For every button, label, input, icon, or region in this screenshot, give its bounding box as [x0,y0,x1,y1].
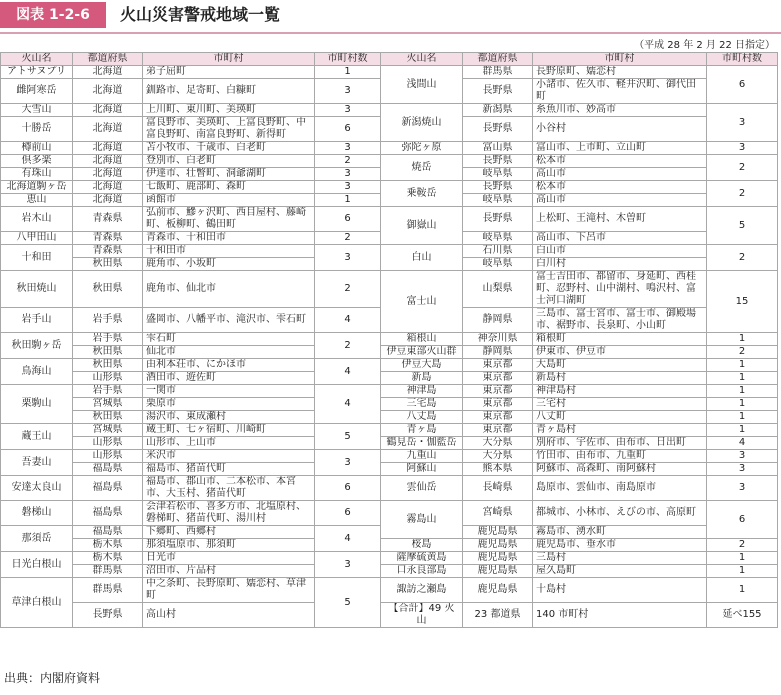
table-cell: 鹿児島県 [463,578,533,603]
table-cell: 新島村 [533,372,707,385]
table-row [1,372,778,385]
volcano-warning-table [0,52,778,628]
table-cell: 4 [707,437,778,450]
table-cell: 富士山 [381,271,463,333]
table-cell: 那須塩原市、那須町 [143,539,315,552]
table-cell: 下郷町、西郷村 [143,526,315,539]
table-row [1,207,778,232]
table-cell: 三島村 [533,552,707,565]
table-cell: 東京都 [463,385,533,398]
table-cell: 6 [315,476,381,501]
table-cell: 沼田市、片品村 [143,565,315,578]
table-cell: 草津白根山 [1,578,73,628]
table-cell: 小谷村 [533,117,707,142]
table-cell: 鹿児島県 [463,565,533,578]
table-cell: 3 [315,168,381,181]
source-note: 出典：内閣府資料 [4,671,101,685]
table-cell: 十和田市 [143,245,315,258]
table-cell: 福島県 [73,476,143,501]
table-cell: 小諸市、佐久市、軽井沢町、御代田町 [533,79,707,104]
table-cell: 蔵王町、七ヶ宿町、川崎町 [143,424,315,437]
table-row [1,450,778,463]
table-row [1,565,778,578]
table-cell: 十和田 [1,245,73,271]
table-cell: 鹿角市、小坂町 [143,258,315,271]
table-cell: 3 [707,476,778,501]
table-cell: 薩摩硫黄島 [381,552,463,565]
table-cell: 鹿角市、仙北市 [143,271,315,308]
table-cell: 恵山 [1,194,73,207]
table-cell: 3 [315,181,381,194]
column-header: 市町村 [143,53,315,66]
table-cell: 伊豆東部火山群 [381,346,463,359]
table-cell: 1 [707,398,778,411]
table-cell: 大雪山 [1,104,73,117]
table-cell: 伊達市、壮瞥町、洞爺湖町 [143,168,315,181]
table-cell: 白川村 [533,258,707,271]
table-cell: 1 [707,424,778,437]
table-cell: 焼岳 [381,155,463,181]
table-cell: 白山市 [533,245,707,258]
table-cell: 桜島 [381,539,463,552]
table-cell: 1 [315,66,381,79]
table-cell: 5 [315,424,381,450]
table-cell: 岩手県 [73,333,143,346]
table-cell: 【合計】49 火山 [381,603,463,628]
table-cell: 延べ155 [707,603,778,628]
table-cell: 山形県 [73,372,143,385]
table-cell: 岩手県 [73,385,143,398]
table-cell: 鳥海山 [1,359,73,385]
table-cell: 大分県 [463,437,533,450]
table-cell: 高山市、下呂市 [533,232,707,245]
table-cell: 八丈町 [533,411,707,424]
table-cell: 北海道駒ヶ岳 [1,181,73,194]
table-cell: 1 [707,565,778,578]
table-cell: 福島県 [73,463,143,476]
table-cell: 15 [707,271,778,333]
table-cell: 青森県 [73,232,143,245]
table-cell: 青森県 [73,207,143,232]
table-cell: 雫石町 [143,333,315,346]
table-cell: 2 [315,271,381,308]
table-cell: 倶多楽 [1,155,73,168]
table-cell: 秋田県 [73,411,143,424]
table-row [1,603,778,628]
table-cell: 4 [315,385,381,424]
table-cell: 140 市町村 [533,603,707,628]
table-row [1,578,778,603]
table-cell: 3 [707,463,778,476]
table-row [1,181,778,194]
table-cell: 山形県 [73,450,143,463]
table-cell: 青森県 [73,245,143,258]
table-row [1,411,778,424]
table-cell: 長野県 [463,181,533,194]
table-cell: 栃木県 [73,552,143,565]
table-cell: 東京都 [463,359,533,372]
table-cell: 長野県 [463,207,533,232]
table-row [1,463,778,476]
table-cell: 島原市、雲仙市、南島原市 [533,476,707,501]
table-cell: 有珠山 [1,168,73,181]
table-cell: 盛岡市、八幡平市、滝沢市、雫石町 [143,308,315,333]
table-cell: 神津島 [381,385,463,398]
table-cell: 秋田駒ヶ岳 [1,333,73,359]
table-cell: 諏訪之瀬島 [381,578,463,603]
table-cell: 七飯町、鹿部町、森町 [143,181,315,194]
table-cell: 山形市、上山市 [143,437,315,450]
table-cell: 秋田県 [73,346,143,359]
column-header: 市町村数 [707,53,778,66]
table-cell: 岐阜県 [463,232,533,245]
table-cell: 八甲田山 [1,232,73,245]
table-cell: 2 [315,333,381,359]
table-cell: 蔵王山 [1,424,73,450]
table-cell: 箱根町 [533,333,707,346]
table-cell: 湯沢市、東成瀬村 [143,411,315,424]
column-header: 都道府県 [73,53,143,66]
table-cell: 長野県 [463,117,533,142]
table-cell: 口永良部島 [381,565,463,578]
table-cell: 5 [315,578,381,628]
table-cell: 雲仙岳 [381,476,463,501]
table-cell: 仙北市 [143,346,315,359]
table-row [1,104,778,117]
table-row [1,437,778,450]
table-cell: 長野県 [73,603,143,628]
table-cell: 吾妻山 [1,450,73,476]
table-cell: 九重山 [381,450,463,463]
table-cell: 秋田県 [73,258,143,271]
table-row [1,333,778,346]
table-header-row [1,53,778,66]
table-cell: 三宅島 [381,398,463,411]
table-cell: 3 [315,245,381,271]
table-row [1,398,778,411]
table-row [1,359,778,372]
table-cell: 乗鞍岳 [381,181,463,207]
table-cell: 樽前山 [1,142,73,155]
table-row [1,501,778,526]
table-row [1,424,778,437]
table-cell: 北海道 [73,155,143,168]
table-cell: 日光白根山 [1,552,73,578]
table-cell: 1 [707,552,778,565]
table-cell: 北海道 [73,181,143,194]
table-cell: 2 [315,155,381,168]
table-cell: アトサヌプリ [1,66,73,79]
table-cell: 福島県 [73,526,143,539]
table-cell: 神奈川県 [463,333,533,346]
table-cell: 松本市 [533,181,707,194]
table-cell: 3 [707,450,778,463]
table-cell: 安達太良山 [1,476,73,501]
table-row [1,66,778,79]
table-cell: 中之条町、長野原町、嬬恋村、草津町 [143,578,315,603]
table-cell: 3 [315,552,381,578]
table-cell: 北海道 [73,66,143,79]
table-cell: 北海道 [73,117,143,142]
table-cell: 1 [707,359,778,372]
table-cell: 富良野市、美瑛町、上富良野町、中富良野町、南富良野町、新得町 [143,117,315,142]
table-cell: 弥陀ヶ原 [381,142,463,155]
table-cell: 登別市、白老町 [143,155,315,168]
table-cell: 宮城県 [73,398,143,411]
table-cell: 十勝岳 [1,117,73,142]
table-cell: 神津島村 [533,385,707,398]
table-cell: 6 [315,117,381,142]
table-cell: 静岡県 [463,308,533,333]
title-bar [0,0,781,34]
table-cell: 北海道 [73,194,143,207]
table-cell: 松本市 [533,155,707,168]
table-cell: 北海道 [73,168,143,181]
table-cell: 6 [315,207,381,232]
table-cell: 2 [707,245,778,271]
table-cell: 群馬県 [463,66,533,79]
table-cell: 由利本荘市、にかほ市 [143,359,315,372]
table-cell: 伊豆大島 [381,359,463,372]
table-cell: 伊東市、伊豆市 [533,346,707,359]
table-cell: 箱根山 [381,333,463,346]
table-cell: 白山 [381,245,463,271]
table-cell: 1 [707,385,778,398]
table-cell: 鶴見岳・伽藍岳 [381,437,463,450]
table-cell: 長野原町、嬬恋村 [533,66,707,79]
table-cell: 岩木山 [1,207,73,232]
table-cell: 山梨県 [463,271,533,308]
table-cell: 新島 [381,372,463,385]
table-body [1,66,778,628]
table-row [1,346,778,359]
table-cell: 新潟県 [463,104,533,117]
table-cell: 宮崎県 [463,501,533,526]
table-cell: 阿蘇山 [381,463,463,476]
table-cell: 御嶽山 [381,207,463,245]
table-cell: 東京都 [463,398,533,411]
table-cell: 2 [315,232,381,245]
table-cell: 4 [315,526,381,552]
table-cell: 雌阿寒岳 [1,79,73,104]
table-cell: 青ヶ島村 [533,424,707,437]
table-cell: 岩手山 [1,308,73,333]
table-cell: 会津若松市、喜多方市、北塩原村、磐梯町、猪苗代町、湯川村 [143,501,315,526]
table-cell: 2 [707,346,778,359]
table-cell: 鹿児島県 [463,526,533,539]
table-cell: 1 [315,194,381,207]
table-cell: 秋田焼山 [1,271,73,308]
column-header: 市町村数 [315,53,381,66]
table-cell: 岐阜県 [463,168,533,181]
table-cell: 6 [707,66,778,104]
table-cell: 青森市、十和田市 [143,232,315,245]
table-cell: 日光市 [143,552,315,565]
table-cell: 鹿児島県 [463,552,533,565]
table-cell: 鹿児島県 [463,539,533,552]
table-cell: 1 [707,372,778,385]
table-cell: 大島町 [533,359,707,372]
table-cell: 富山市、上市町、立山町 [533,142,707,155]
column-header: 市町村 [533,53,707,66]
table-cell: 福島市、猪苗代町 [143,463,315,476]
table-cell: 高山市 [533,168,707,181]
table-cell: 大分県 [463,450,533,463]
table-cell: 熊本県 [463,463,533,476]
column-header: 都道府県 [463,53,533,66]
table-cell: 霧島山 [381,501,463,539]
table-row [1,552,778,565]
table-cell: 長野県 [463,79,533,104]
table-cell: 岩手県 [73,308,143,333]
table-row [1,142,778,155]
table-cell: 釧路市、足寄町、白糠町 [143,79,315,104]
table-cell: 1 [707,578,778,603]
table-cell: 2 [707,155,778,181]
table-cell: 5 [707,207,778,245]
table-cell: 富山県 [463,142,533,155]
table-cell: 高山村 [143,603,315,628]
table-cell: 屋久島町 [533,565,707,578]
figure-number-badge: 図表 1-2-6 [0,2,106,28]
table-cell: 秋田県 [73,359,143,372]
table-cell: 栃木県 [73,539,143,552]
table-cell: 米沢市 [143,450,315,463]
table-cell: 富士吉田市、都留市、身延町、西桂町、忍野村、山中湖村、鳴沢村、富士河口湖町 [533,271,707,308]
table-cell: 岐阜県 [463,194,533,207]
table-cell: 三宅村 [533,398,707,411]
table-cell: 北海道 [73,142,143,155]
table-cell: 磐梯山 [1,501,73,526]
table-cell: 糸魚川市、妙高市 [533,104,707,117]
table-cell: 北海道 [73,104,143,117]
table-cell: 4 [315,359,381,385]
table-row [1,155,778,168]
table-cell: 十島村 [533,578,707,603]
table-cell: 23 都道県 [463,603,533,628]
table-cell: 岐阜県 [463,258,533,271]
table-cell: 石川県 [463,245,533,258]
table-cell: 福島市、郡山市、二本松市、本宮市、大玉村、猪苗代町 [143,476,315,501]
table-cell: 3 [315,79,381,104]
table-cell: 福島県 [73,501,143,526]
table-cell: 弘前市、鰺ヶ沢町、西目屋村、藤崎町、板柳町、鶴田町 [143,207,315,232]
table-cell: 弟子屈町 [143,66,315,79]
table-cell: 青ヶ島 [381,424,463,437]
table-cell: 4 [315,308,381,333]
table-cell: 高山市 [533,194,707,207]
table-cell: 東京都 [463,424,533,437]
table-cell: 栗原市 [143,398,315,411]
table-cell: 函館市 [143,194,315,207]
table-cell: 山形県 [73,437,143,450]
table-cell: 群馬県 [73,565,143,578]
table-cell: 1 [707,411,778,424]
table-cell: 3 [707,142,778,155]
table-cell: 2 [707,181,778,207]
table-cell: 東京都 [463,372,533,385]
table-cell: 上松町、王滝村、木曽町 [533,207,707,232]
table-cell: 上川町、東川町、美瑛町 [143,104,315,117]
table-cell: 新潟焼山 [381,104,463,142]
table-row [1,476,778,501]
table-cell: 東京都 [463,411,533,424]
table-cell: 宮城県 [73,424,143,437]
column-header: 火山名 [1,53,73,66]
table-cell: 栗駒山 [1,385,73,424]
table-row [1,539,778,552]
table-cell: 6 [707,501,778,539]
page-title: 火山災害警戒地域一覧 [120,5,281,24]
table-cell: 秋田県 [73,271,143,308]
table-cell: 静岡県 [463,346,533,359]
table-cell: 竹田市、由布市、九重町 [533,450,707,463]
table-cell: 長野県 [463,155,533,168]
table-cell: 三島市、富士宮市、富士市、御殿場市、裾野市、長泉町、小山町 [533,308,707,333]
table-cell: 3 [707,104,778,142]
table-cell: 酒田市、遊佐町 [143,372,315,385]
table-cell: 那須岳 [1,526,73,552]
table-cell: 浅間山 [381,66,463,104]
table-cell: 霧島市、湧水町 [533,526,707,539]
table-cell: 6 [315,501,381,526]
table-cell: 別府市、宇佐市、由布市、日出町 [533,437,707,450]
designation-date-note: （平成 28 年 2 月 22 日指定） [634,40,775,51]
table-cell: 鹿児島市、垂水市 [533,539,707,552]
table-cell: 苫小牧市、千歳市、白老町 [143,142,315,155]
table-cell: 3 [315,450,381,476]
table-cell: 3 [315,142,381,155]
table-row [1,271,778,308]
table-cell: 八丈島 [381,411,463,424]
table-cell: 一関市 [143,385,315,398]
table-cell: 1 [707,333,778,346]
column-header: 火山名 [381,53,463,66]
table-row [1,385,778,398]
table-cell: 群馬県 [73,578,143,603]
table-cell: 都城市、小林市、えびの市、高原町 [533,501,707,526]
table-cell: 北海道 [73,79,143,104]
table-cell: 2 [707,539,778,552]
table-cell: 長崎県 [463,476,533,501]
table-cell: 3 [315,104,381,117]
table-row [1,245,778,258]
table-cell: 阿蘇市、高森町、南阿蘇村 [533,463,707,476]
